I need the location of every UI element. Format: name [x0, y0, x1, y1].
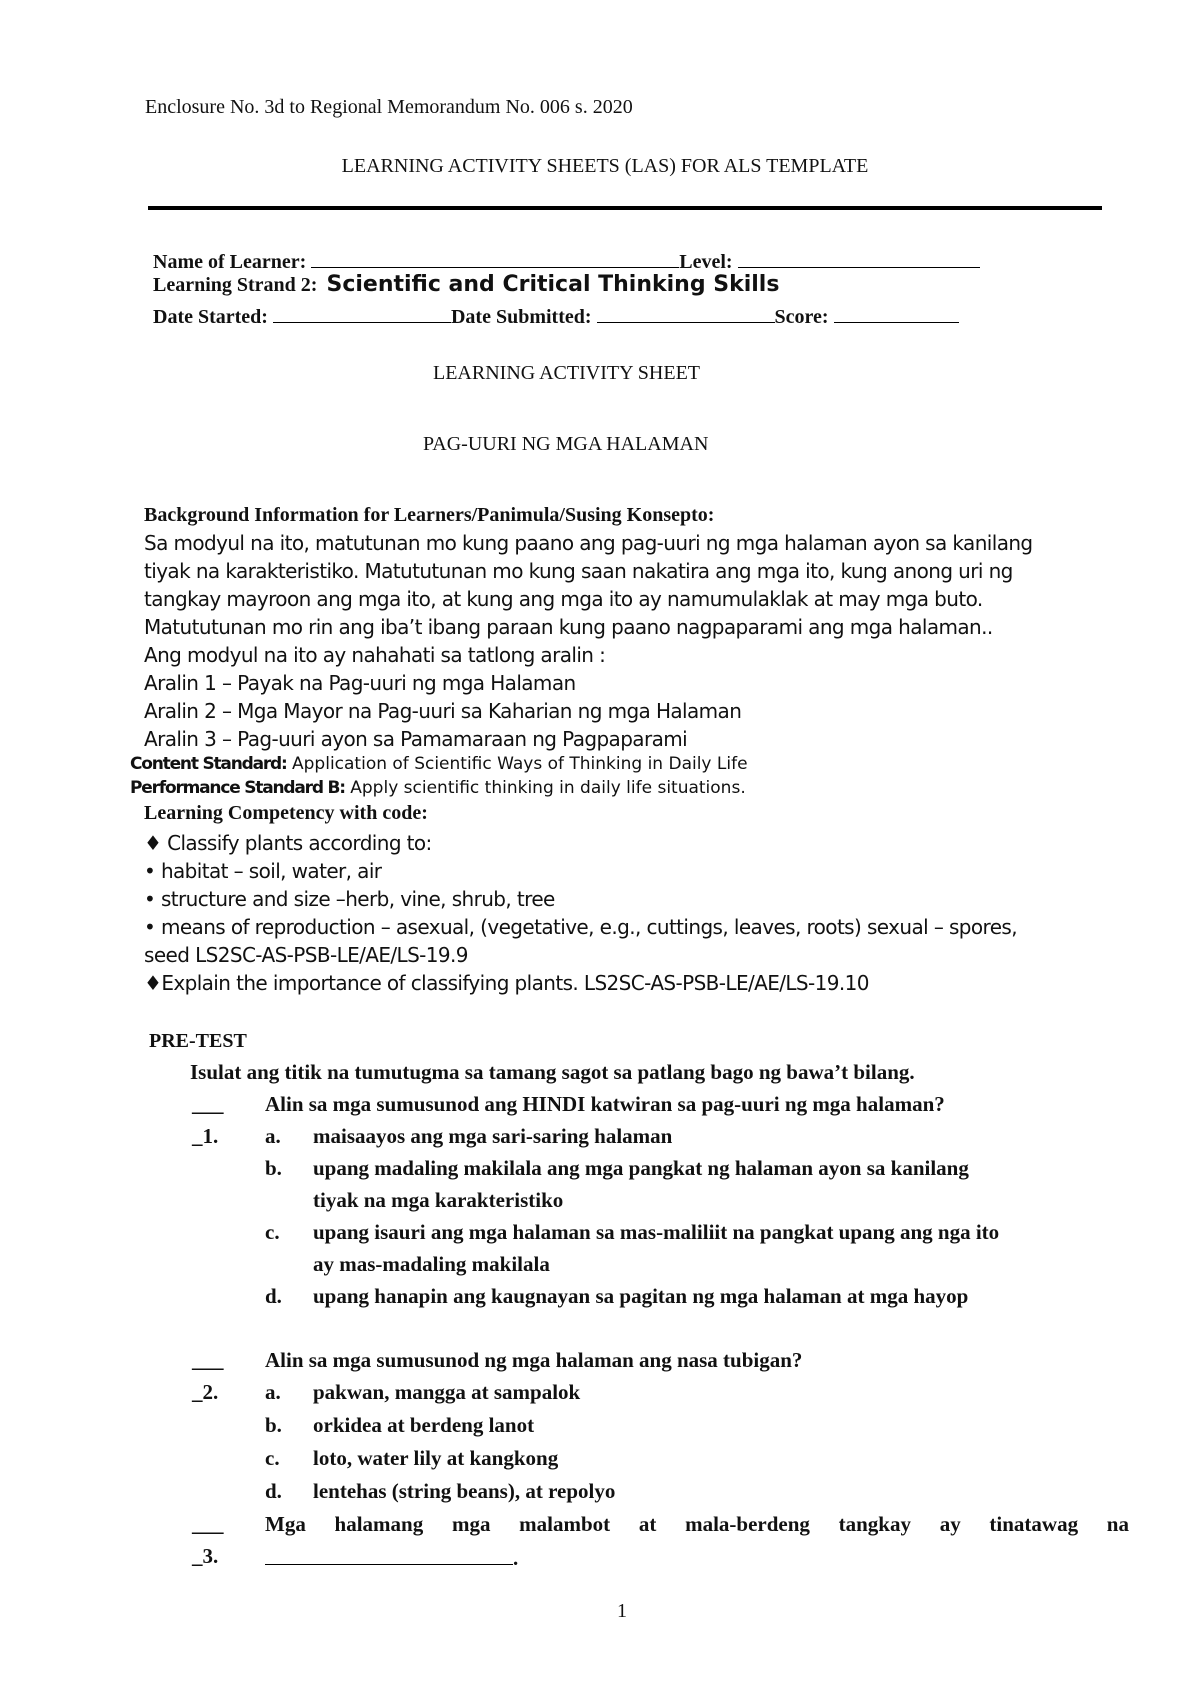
aralin-3: Aralin 3 – Pag-uuri ayon sa Pamamaraan ng Pagpaparami [144, 727, 688, 751]
question-3-tail: . [513, 1546, 519, 1570]
question-1-text: Alin sa mga sumusunod ang HINDI katwiran sa pag-uuri ng mga halaman? [265, 1092, 945, 1116]
choice-letter: b. [265, 1156, 282, 1180]
score-blank[interactable] [834, 302, 959, 323]
performance-standard-value: Apply scientific thinking in daily life situations. [344, 778, 746, 798]
content-standard-value: Application of Scientific Ways of Thinking in Daily Life [286, 754, 748, 774]
answer-blank-1[interactable]: ___ [192, 1092, 224, 1116]
level-blank[interactable] [738, 247, 980, 268]
date-started-blank[interactable] [273, 302, 451, 323]
template-title-text: LEARNING ACTIVITY SHEETS (LAS) FOR ALS TEMPLATE [341, 155, 869, 177]
aralin-1: Aralin 1 – Payak na Pag-uuri ng mga Halaman [144, 671, 576, 695]
competency-line: ♦ Classify plants according to: [144, 831, 432, 855]
choice-text: orkidea at berdeng lanot [313, 1413, 535, 1437]
question-3-blank[interactable] [265, 1544, 513, 1565]
date-submitted-blank[interactable] [597, 302, 775, 323]
competency-line: ♦Explain the importance of classifying plants. LS2SC-AS-PSB-LE/AE/LS-19.10 [144, 971, 869, 995]
header-divider [148, 206, 1102, 210]
dates-row [153, 302, 959, 329]
choice-letter: a. [265, 1124, 281, 1148]
choice-letter: d. [265, 1284, 282, 1308]
competency-line: • means of reproduction – asexual, (vegetative, e.g., cuttings, leaves, roots) sexual – spores, [144, 915, 1017, 939]
answer-blank-3[interactable]: ___ [192, 1512, 224, 1536]
competency-line: seed LS2SC-AS-PSB-LE/AE/LS-19.9 [144, 943, 468, 967]
choice-text: upang isauri ang mga halaman sa mas-maliliit na pangkat upang ang nga ito [313, 1220, 1000, 1244]
performance-standard [130, 778, 746, 798]
choice-letter: c. [265, 1220, 280, 1244]
competency-line: • habitat – soil, water, air [144, 859, 382, 883]
choice-text: maisaayos ang mga sari-saring halaman [313, 1124, 673, 1148]
strand-label: Learning Strand 2: [153, 274, 318, 296]
choice-text: tiyak na mga karakteristiko [313, 1188, 564, 1212]
question-3-answer-line [265, 1544, 518, 1571]
competency-line: • structure and size –herb, vine, shrub, tree [144, 887, 555, 911]
choice-letter: c. [265, 1446, 280, 1470]
score-label: Score: [774, 306, 829, 328]
background-line: tiyak na karakteristiko. Matututunan mo kung saan nakatira ang mga ito, kung anong uri ng [144, 559, 1013, 583]
choice-letter: d. [265, 1479, 282, 1503]
pretest-instruction: Isulat ang titik na tumutugma sa tamang sagot sa patlang bago ng bawa’t bilang. [190, 1060, 915, 1084]
date-started-label: Date Started: [153, 306, 268, 328]
background-line: tangkay mayroon ang mga ito, at kung ang mga ito ay namumulaklak at may mga buto. [144, 587, 983, 611]
learner-name-row [153, 247, 980, 274]
question-number-2: _2. [192, 1380, 219, 1404]
competency-heading: Learning Competency with code: [144, 802, 428, 824]
choice-letter: b. [265, 1413, 282, 1437]
background-line: Ang modyul na ito ay nahahati sa tatlong aralin : [144, 643, 606, 667]
template-title [0, 155, 1200, 178]
choice-text: lentehas (string beans), at repolyo [313, 1479, 616, 1503]
name-label: Name of Learner: [153, 251, 307, 273]
choice-text: pakwan, mangga at sampalok [313, 1380, 581, 1404]
choice-text: upang madaling makilala ang mga pangkat ng halaman ayon sa kanilang [313, 1156, 969, 1180]
choice-text: upang hanapin ang kaugnayan sa pagitan ng mga halaman at mga hayop [313, 1284, 969, 1308]
sheet-title: LEARNING ACTIVITY SHEET [433, 362, 701, 384]
choice-text: ay mas-madaling makilala [313, 1252, 550, 1276]
background-line: Matututunan mo rin ang iba’t ibang paraan kung paano nagpaparami ang mga halaman.. [144, 615, 993, 639]
name-blank[interactable] [311, 247, 679, 268]
question-number-1: _1. [192, 1124, 219, 1148]
date-submitted-label: Date Submitted: [450, 306, 592, 328]
content-standard [130, 754, 748, 774]
background-heading: Background Information for Learners/Panimula/Susing Konsepto: [144, 504, 715, 526]
level-label: Level: [679, 251, 733, 273]
pretest-heading: PRE-TEST [149, 1030, 247, 1052]
enclosure-note: Enclosure No. 3d to Regional Memorandum No. 006 s. 2020 [145, 96, 633, 118]
question-2-text: Alin sa mga sumusunod ng mga halaman ang nasa tubigan? [265, 1348, 803, 1372]
topic-title: PAG-UURI NG MGA HALAMAN [423, 433, 709, 455]
question-number-3: _3. [192, 1544, 219, 1568]
aralin-2: Aralin 2 – Mga Mayor na Pag-uuri sa Kaharian ng mga Halaman [144, 699, 742, 723]
content-standard-label: Content Standard: [130, 754, 287, 774]
learning-strand-row [153, 272, 779, 297]
background-line: Sa modyul na ito, matutunan mo kung paano ang pag-uuri ng mga halaman ayon sa kanilang [144, 531, 1033, 555]
choice-text: loto, water lily at kangkong [313, 1446, 559, 1470]
strand-value: Scientific and Critical Thinking Skills [326, 272, 780, 297]
question-3-text: Mga halamang mga malambot at mala-berdeng tangkay ay tinatawag na [265, 1512, 1129, 1536]
page-number: 1 [617, 1600, 627, 1622]
choice-letter: a. [265, 1380, 281, 1404]
performance-standard-label: Performance Standard B: [130, 778, 345, 798]
answer-blank-2[interactable]: ___ [192, 1348, 224, 1372]
